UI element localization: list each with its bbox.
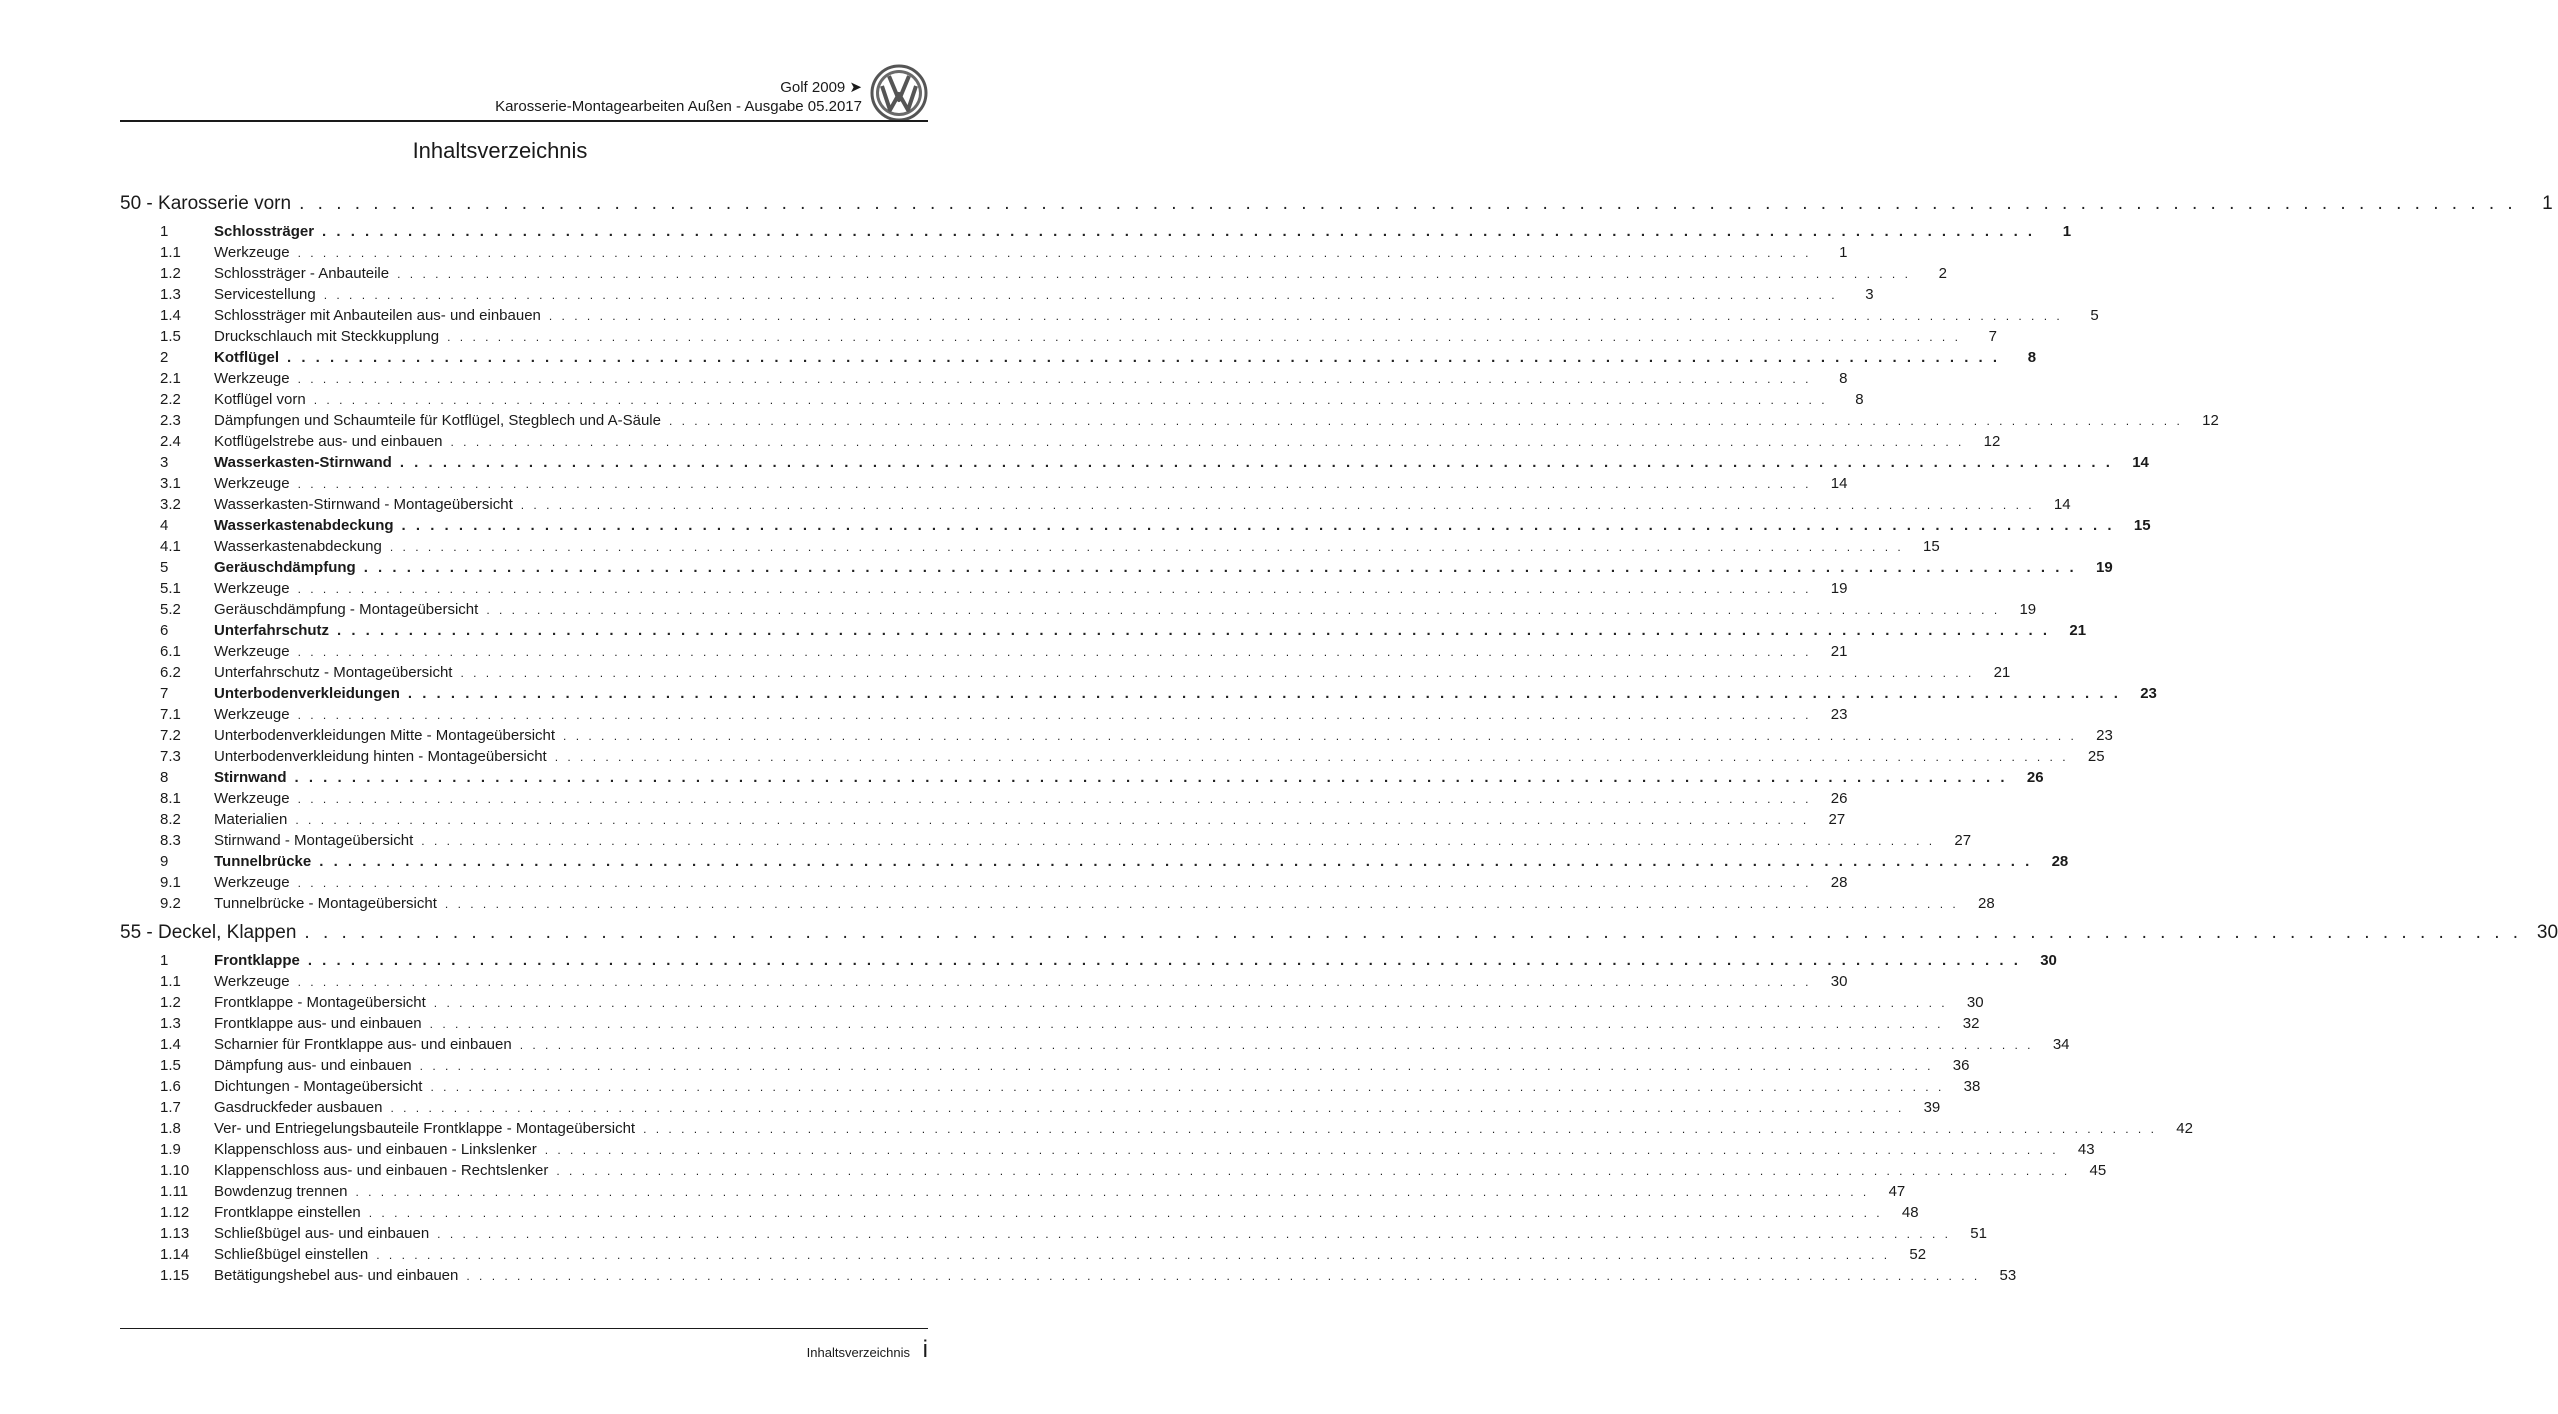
toc-entry-number: 1.1	[160, 244, 181, 261]
toc-entry-title[interactable]: Werkzeuge	[214, 643, 298, 660]
toc-chapter-row[interactable]	[120, 922, 2558, 952]
page-title: Inhaltsverzeichnis	[412, 138, 588, 163]
toc-page-number: 28	[1830, 874, 1848, 891]
toc-entry-number: 4	[160, 517, 169, 534]
dot-leader: . . . . . . . . . . . . . . . . . . . . . . . . . . . . . . . . . . . . . . . . . . . . . . . . . . . . . . . . . . . . . . . . . . . . . . . . . . . . . . . . . . . . . . . . . . . . . . . . . . . . . . . . . . . . . . . . . . . . . . . .	[297, 477, 1812, 491]
dot-leader: . . . . . . . . . . . . . . . . . . . . . . . . . . . . . . . . . . . . . . . . . . . . . . . . . . . . . . . . . . . . . . . . . . . . . . . . . . . . . . . . . . . . . . . . . . . . . . . . . . . . . . . . . . . . . . . . . . . . . . . .	[554, 750, 2069, 764]
toc-sub-row[interactable]	[160, 664, 2011, 685]
toc-sub-row[interactable]	[160, 307, 2099, 328]
toc-entry-title[interactable]: Druckschlauch mit Steckkupplung	[214, 328, 447, 345]
toc-page-number: 25	[2087, 748, 2105, 765]
toc-page-number: 19	[2019, 601, 2037, 618]
toc-page-number: 32	[1962, 1015, 1980, 1032]
toc-entry-number: 1.5	[160, 328, 181, 345]
toc-entry-title[interactable]: Frontklappe - Montageübersicht	[214, 994, 434, 1011]
toc-sub-row[interactable]	[160, 1225, 1987, 1246]
toc-entry-title[interactable]: Servicestellung	[214, 286, 324, 303]
toc-entry-number: 1.4	[160, 1036, 181, 1053]
toc-entry-title[interactable]: Wasserkasten-Stirnwand	[214, 454, 400, 471]
toc-sub-row[interactable]	[160, 643, 1848, 664]
toc-entry-title[interactable]: 55 - Deckel, Klappen	[120, 922, 304, 944]
toc-entry-title[interactable]: Stirnwand - Montageübersicht	[214, 832, 421, 849]
toc-page-number: 43	[2077, 1141, 2095, 1158]
toc-entry-title[interactable]: Unterbodenverkleidungen	[214, 685, 408, 702]
toc-entry-title[interactable]: Frontklappe einstellen	[214, 1204, 369, 1221]
toc-entry-title[interactable]: Klappenschloss aus- und einbauen - Linkslenker	[214, 1141, 545, 1158]
toc-sub-row[interactable]	[160, 475, 1848, 496]
toc-entry-title[interactable]: Geräuschdämpfung	[214, 559, 364, 576]
toc-entry-title[interactable]: Kotflügel	[214, 349, 287, 366]
toc-entry-title[interactable]: Dichtungen - Montageübersicht	[214, 1078, 430, 1095]
toc-entry-number: 1.3	[160, 1015, 181, 1032]
dot-leader: . . . . . . . . . . . . . . . . . . . . . . . . . . . . . . . . . . . . . . . . . . . . . . . . . . . . . . . . . . . . . . . . . . . . . . . . . . . . . . . . . . . . . . . . . . . . . . . . . . . . . . . . . . . . . . . . . . . . . . . .	[548, 309, 2063, 323]
toc-entry-title[interactable]: Werkzeuge	[214, 370, 298, 387]
dot-leader: . . . . . . . . . . . . . . . . . . . . . . . . . . . . . . . . . . . . . . . . . . . . . . . . . . . . . . . . . . . . . . . . . . . . . . . . . . . . . . . . . . . . . . . . . . . . . . . . . . . . . . . . . . . . . . . . . . . . . . . .	[287, 349, 2001, 366]
dot-leader: . . . . . . . . . . . . . . . . . . . . . . . . . . . . . . . . . . . . . . . . . . . . . . . . . . . . . . . . . . . . . . . . . . . . . . . . . . . . . . . . . . . . . . . . . . . . . . . . . . . . . . . . . . . . . . . . . . . . . . . .	[297, 645, 1812, 659]
toc-sub-row[interactable]	[160, 832, 1972, 853]
dot-leader: . . . . . . . . . . . . . . . . . . . . . . . . . . . . . . . . . . . . . . . . . . . . . . . . . . . . . . . . . . . . . . . . . . . . . . . . . . . . . . . . . . . . . . . . . . . . . . . . . . . . . . . . . . . . . . . . . . . . . . . .	[520, 498, 2035, 512]
toc-sub-row[interactable]	[160, 895, 1995, 916]
toc-sub-row[interactable]	[160, 601, 2037, 622]
toc-sub-row[interactable]	[160, 811, 1846, 832]
toc-sub-row[interactable]	[160, 1246, 1927, 1267]
toc-section-row[interactable]	[160, 517, 2151, 538]
toc-sub-row[interactable]	[160, 391, 1864, 412]
dot-leader: . . . . . . . . . . . . . . . . . . . . . . . . . . . . . . . . . . . . . . . . . . . . . . . . . . . . . . . . . . . . . . . . . . . . . . . . . . . . . . . . . . . . . . . . . . . . . . . . . . . . . . . . . . . . . . . . . . . . . . . .	[668, 414, 2183, 428]
toc-section-row[interactable]	[160, 952, 2057, 973]
toc-page-number: 21	[2069, 622, 2087, 639]
toc-entry-title[interactable]: Wasserkastenabdeckung	[214, 517, 402, 534]
toc-entry-title[interactable]: 50 - Karosserie vorn	[120, 193, 299, 215]
toc-entry-title[interactable]: Schlossträger	[214, 223, 322, 240]
toc-page-number: 1	[2542, 193, 2553, 214]
toc-entry-title[interactable]: Klappenschloss aus- und einbauen - Rechtslenker	[214, 1162, 556, 1179]
dot-leader: . . . . . . . . . . . . . . . . . . . . . . . . . . . . . . . . . . . . . . . . . . . . . . . . . . . . . . . . . . . . . . . . . . . . . . . . . . . . . . . . . . . . . . . . . . . . . . . . . . . . . . . . . . . . . . . . . . . . . . . .	[401, 517, 2115, 534]
toc-entry-title[interactable]: Wasserkasten-Stirnwand - Montageübersicht	[214, 496, 521, 513]
header-rule	[120, 120, 928, 122]
toc-page-number: 30	[1966, 994, 1984, 1011]
toc-page-number: 8	[1855, 391, 1864, 408]
toc-sub-row[interactable]	[160, 286, 1874, 307]
toc-sub-row[interactable]	[160, 1015, 1980, 1036]
toc-entry-title[interactable]: Tunnelbrücke - Montageübersicht	[214, 895, 445, 912]
toc-sub-row[interactable]	[160, 433, 2001, 454]
dot-leader: . . . . . . . . . . . . . . . . . . . . . . . . . . . . . . . . . . . . . . . . . . . . . . . . . . . . . . . . . . . . . . . . . . . . . . . . . . . . . . . . . . . . . . . . . . . . . . . . . . . . . . . . . . . . . . . . . . . . . . . .	[419, 1059, 1934, 1073]
toc-entry-title[interactable]: Ver- und Entriegelungsbauteile Frontklappe - Montageübersicht	[214, 1120, 643, 1137]
toc-sub-row[interactable]	[160, 496, 2071, 517]
dot-leader: . . . . . . . . . . . . . . . . . . . . . . . . . . . . . . . . . . . . . . . . . . . . . . . . . . . . . . . . . . . . . . . . . . . . . . . . . . . . . . . . . . . . . . . . . . . . . . . . . . . . . . . . . . . . . . . . . . . . . . . .	[294, 769, 2008, 786]
toc-entry-title[interactable]: Materialien	[214, 811, 295, 828]
toc-entry-number: 9.1	[160, 874, 181, 891]
footer-label: Inhaltsverzeichnis	[806, 1345, 910, 1360]
dot-leader: . . . . . . . . . . . . . . . . . . . . . . . . . . . . . . . . . . . . . . . . . . . . . . . . . . . . . . . . . . . . . . . . . . . . . . . . . . . . . . . . . . . . . . . . . . . . . . . . . . . . . . . . . . . . . . . . . . . . . . . .	[429, 1017, 1944, 1031]
dot-leader: . . . . . . . . . . . . . . . . . . . . . . . . . . . . . . . . . . . . . . . . . . . . . . . . . . . . . . . . . . . . . . . . . . . . . . . . . . . . . . . . . . . . . . . . . . . . . . . . . . . . . . . . . . . . . . . . . . . . . . . .	[444, 897, 1959, 911]
toc-entry-number: 6.2	[160, 664, 181, 681]
toc-entry-number: 1.6	[160, 1078, 181, 1095]
toc-sub-row[interactable]	[160, 874, 1848, 895]
dot-leader: . . . . . . . . . . . . . . . . . . . . . . . . . . . . . . . . . . . . . . . . . . . . . . . . . . . . . . . . . . . . . . . . . . . . . . . . . . . . . . . . . . . . . . . . . . . . . . . . . . . . . . . . . . . . . . . . . . . . . . . .	[399, 454, 2113, 471]
dot-leader: . . . . . . . . . . . . . . . . . . . . . . . . . . . . . . . . . . . . . . . . . . . . . . . . . . . . . . . . . . . . . . . . . . . . . . . . . . . . . . . . . . . . . . . . . . . . . . . . . . . . . . . . . . . . . . . . . . . . . . . .	[466, 1269, 1981, 1283]
dot-leader: . . . . . . . . . . . . . . . . . . . . . . . . . . . . . . . . . . . . . . . . . . . . . . . . . . . . . . . . . . . . . . . . . . . . . . . . . . . . . . . . . . . . . . . . . . . . . . . . . . . . . . . . . . . . . . . . . . . . . . . .	[297, 975, 1812, 989]
toc-page-number: 30	[2536, 922, 2558, 943]
toc-page-number: 21	[1830, 643, 1848, 660]
toc-entry-number: 1.14	[160, 1246, 190, 1263]
toc-sub-row[interactable]	[160, 790, 1848, 811]
toc-page-number: 1	[2062, 223, 2072, 240]
dot-leader: . . . . . . . . . . . . . . . . . . . . . . . . . . . . . . . . . . . . . . . . . . . . . . . . . . . . . . . . . . . . . . . . . . . . . . . . . . . . . . . . . . . . . . . . . . . . . . . . . . . . . . . . . . . . . . . . . . . . . . . .	[450, 435, 1965, 449]
toc-entry-number: 2.2	[160, 391, 181, 408]
toc-entry-number: 5.1	[160, 580, 181, 597]
toc-page-number: 23	[2140, 685, 2157, 702]
toc-entry-title[interactable]: Werkzeuge	[214, 973, 298, 990]
toc-chapter-row[interactable]	[120, 193, 2553, 223]
header-text	[495, 78, 862, 116]
toc-section-row[interactable]	[160, 223, 2072, 244]
toc-entry-number: 3.2	[160, 496, 181, 513]
toc-entry-number: 1	[160, 223, 169, 240]
dot-leader: . . . . . . . . . . . . . . . . . . . . . . . . . . . . . . . . . . . . . . . . . . . . . . . . . . . . . . . . . . . . . . . . . . . . . . . . . . . . . . . . . . . . . . . . . . . . . . . . . . . . . . . . . . . . . . . . . . . . . . . .	[355, 1185, 1870, 1199]
toc-page-number: 34	[2052, 1036, 2070, 1053]
toc-entry-title[interactable]: Schließbügel einstellen	[214, 1246, 376, 1263]
dot-leader: . . . . . . . . . . . . . . . . . . . . . . . . . . . . . . . . . . . . . . . . . . . . . . . . . . . . . . . . . . . . . . . . . . . . . . . . . . . . . . . . . . . . . . . . . . . . . . . . . . . . . . . . . . . . . . . . . . . . . . . .	[322, 223, 2036, 240]
table-of-contents	[120, 193, 2558, 1288]
dot-leader: . . . . . . . . . . . . . . . . . . . . . . . . . . . . . . . . . . . . . . . . . . . . . . . . . . . . . . . . . . . . . . . . . . . . . . . . . . . . . . . . . . . . . . . . . . . . . . . . . . . . . . . . . . . . . . . . . . . . . . . .	[297, 246, 1812, 260]
toc-sub-row[interactable]	[160, 1120, 2193, 1141]
toc-page-number: 8	[2027, 349, 2037, 366]
toc-page-number: 51	[1970, 1225, 1987, 1242]
vw-logo	[870, 64, 928, 122]
toc-entry-title[interactable]: Gasdruckfeder ausbauen	[214, 1099, 390, 1116]
toc-page-number: 19	[1830, 580, 1848, 597]
toc-entry-title[interactable]: Unterfahrschutz - Montageübersicht	[214, 664, 460, 681]
dot-leader: . . . . . . . . . . . . . . . . . . . . . . . . . . . . . . . . . . . . . . . . . . . . . . . . . . . . . . . . . . . . . . . . . . . . . . . . . . . . . . . . . . . . . . . . . . . . . . . . . . . . . . . . . . . . . . . . . . . . . . . .	[304, 922, 2523, 943]
dot-leader: . . . . . . . . . . . . . . . . . . . . . . . . . . . . . . . . . . . . . . . . . . . . . . . . . . . . . . . . . . . . . . . . . . . . . . . . . . . . . . . . . . . . . . . . . . . . . . . . . . . . . . . . . . . . . . . . . . . . . . . .	[421, 834, 1936, 848]
toc-page-number: 14	[2132, 454, 2149, 471]
toc-page-number: 48	[1901, 1204, 1919, 1221]
toc-entry-number: 1.7	[160, 1099, 181, 1116]
toc-entry-number: 6	[160, 622, 169, 639]
dot-leader: . . . . . . . . . . . . . . . . . . . . . . . . . . . . . . . . . . . . . . . . . . . . . . . . . . . . . . . . . . . . . . . . . . . . . . . . . . . . . . . . . . . . . . . . . . . . . . . . . . . . . . . . . . . . . . . . . . . . . . . .	[313, 393, 1828, 407]
dot-leader: . . . . . . . . . . . . . . . . . . . . . . . . . . . . . . . . . . . . . . . . . . . . . . . . . . . . . . . . . . . . . . . . . . . . . . . . . . . . . . . . . . . . . . . . . . . . . . . . . . . . . . . . . . . . . . . . . . . . . . . .	[363, 559, 2077, 576]
toc-sub-row[interactable]	[160, 973, 1848, 994]
dot-leader: . . . . . . . . . . . . . . . . . . . . . . . . . . . . . . . . . . . . . . . . . . . . . . . . . . . . . . . . . . . . . . . . . . . . . . . . . . . . . . . . . . . . . . . . . . . . . . . . . . . . . . . . . . . . . . . . . . . . . . . .	[390, 1101, 1905, 1115]
toc-entry-number: 1.12	[160, 1204, 190, 1221]
toc-page-number: 39	[1923, 1099, 1941, 1116]
dot-leader: . . . . . . . . . . . . . . . . . . . . . . . . . . . . . . . . . . . . . . . . . . . . . . . . . . . . . . . . . . . . . . . . . . . . . . . . . . . . . . . . . . . . . . . . . . . . . . . . . . . . . . . . . . . . . . . . . . . . . . . .	[486, 603, 2001, 617]
toc-section-row[interactable]	[160, 559, 2113, 580]
toc-entry-number: 5	[160, 559, 169, 576]
toc-sub-row[interactable]	[160, 1141, 2095, 1162]
dot-leader: . . . . . . . . . . . . . . . . . . . . . . . . . . . . . . . . . . . . . . . . . . . . . . . . . . . . . . . . . . . . . . . . . . . . . . . . . . . . . . . . . . . . . . . . . . . . . . . . . . . . . . . . . . . . . . . . . . . . . . . .	[323, 288, 1838, 302]
toc-page-number: 52	[1909, 1246, 1927, 1263]
toc-page-number: 23	[1830, 706, 1848, 723]
toc-entry-number: 1.8	[160, 1120, 181, 1137]
toc-entry-number: 2.3	[160, 412, 181, 429]
footer-rule	[120, 1328, 928, 1329]
toc-sub-row[interactable]	[160, 580, 1848, 601]
toc-entry-title[interactable]: Unterfahrschutz	[214, 622, 337, 639]
dot-leader: . . . . . . . . . . . . . . . . . . . . . . . . . . . . . . . . . . . . . . . . . . . . . . . . . . . . . . . . . . . . . . . . . . . . . . . . . . . . . . . . . . . . . . . . . . . . . . . . . . . . . . . . . . . . . . . . . . . . . . . .	[297, 792, 1812, 806]
header-model: Golf 2009 ➤	[780, 79, 862, 96]
toc-sub-row[interactable]	[160, 706, 1848, 727]
toc-page-number: 42	[2176, 1120, 2193, 1137]
toc-entry-title[interactable]: Dämpfung aus- und einbauen	[214, 1057, 420, 1074]
dot-leader: . . . . . . . . . . . . . . . . . . . . . . . . . . . . . . . . . . . . . . . . . . . . . . . . . . . . . . . . . . . . . . . . . . . . . . . . . . . . . . . . . . . . . . . . . . . . . . . . . . . . . . . . . . . . . . . . . . . . . . . .	[563, 729, 2077, 743]
toc-entry-number: 7.3	[160, 748, 181, 765]
toc-section-row[interactable]	[160, 853, 2069, 874]
dot-leader: . . . . . . . . . . . . . . . . . . . . . . . . . . . . . . . . . . . . . . . . . . . . . . . . . . . . . . . . . . . . . . . . . . . . . . . . . . . . . . . . . . . . . . . . . . . . . . . . . . . . . . . . . . . . . . . . . . . . . . . .	[299, 193, 2517, 214]
toc-entry-title[interactable]: Werkzeuge	[214, 580, 298, 597]
dot-leader: . . . . . . . . . . . . . . . . . . . . . . . . . . . . . . . . . . . . . . . . . . . . . . . . . . . . . . . . . . . . . . . . . . . . . . . . . . . . . . . . . . . . . . . . . . . . . . . . . . . . . . . . . . . . . . . . . . . . . . . .	[307, 952, 2021, 969]
dot-leader: . . . . . . . . . . . . . . . . . . . . . . . . . . . . . . . . . . . . . . . . . . . . . . . . . . . . . . . . . . . . . . . . . . . . . . . . . . . . . . . . . . . . . . . . . . . . . . . . . . . . . . . . . . . . . . . . . . . . . . . .	[389, 540, 1904, 554]
dot-leader: . . . . . . . . . . . . . . . . . . . . . . . . . . . . . . . . . . . . . . . . . . . . . . . . . . . . . . . . . . . . . . . . . . . . . . . . . . . . . . . . . . . . . . . . . . . . . . . . . . . . . . . . . . . . . . . . . . . . . . . .	[460, 666, 1975, 680]
dot-leader: . . . . . . . . . . . . . . . . . . . . . . . . . . . . . . . . . . . . . . . . . . . . . . . . . . . . . . . . . . . . . . . . . . . . . . . . . . . . . . . . . . . . . . . . . . . . . . . . . . . . . . . . . . . . . . . . . . . . . . . .	[519, 1038, 2034, 1052]
toc-page-number: 12	[2202, 412, 2219, 429]
toc-entry-title[interactable]: Frontklappe aus- und einbauen	[214, 1015, 430, 1032]
toc-sub-row[interactable]	[160, 994, 1984, 1015]
toc-page-number: 19	[2096, 559, 2113, 576]
toc-page-number: 15	[1923, 538, 1940, 555]
toc-entry-number: 3.1	[160, 475, 181, 492]
dot-leader: . . . . . . . . . . . . . . . . . . . . . . . . . . . . . . . . . . . . . . . . . . . . . . . . . . . . . . . . . . . . . . . . . . . . . . . . . . . . . . . . . . . . . . . . . . . . . . . . . . . . . . . . . . . . . . . . . . . . . . . .	[319, 853, 2033, 870]
toc-entry-number: 3	[160, 454, 169, 471]
toc-entry-number: 1.13	[160, 1225, 190, 1242]
toc-sub-row[interactable]	[160, 1183, 1906, 1204]
toc-entry-title[interactable]: Bowdenzug trennen	[214, 1183, 355, 1200]
toc-entry-title[interactable]: Geräuschdämpfung - Montageübersicht	[214, 601, 486, 618]
toc-entry-number: 1.3	[160, 286, 181, 303]
toc-entry-number: 4.1	[160, 538, 181, 555]
toc-entry-title[interactable]: Kotflügel vorn	[214, 391, 314, 408]
toc-page-number: 28	[1978, 895, 1995, 912]
toc-page-number: 47	[1888, 1183, 1906, 1200]
toc-page-number: 28	[2051, 853, 2069, 870]
toc-entry-title[interactable]: Schlossträger mit Anbauteilen aus- und einbauen	[214, 307, 549, 324]
toc-entry-number: 6.1	[160, 643, 181, 660]
toc-entry-number: 5.2	[160, 601, 181, 618]
dot-leader: . . . . . . . . . . . . . . . . . . . . . . . . . . . . . . . . . . . . . . . . . . . . . . . . . . . . . . . . . . . . . . . . . . . . . . . . . . . . . . . . . . . . . . . . . . . . . . . . . . . . . . . . . . . . . . . . . . . . . . . .	[337, 622, 2051, 639]
page-header	[120, 76, 928, 122]
toc-page-number: 53	[1999, 1267, 2017, 1284]
toc-entry-number: 9.2	[160, 895, 181, 912]
toc-entry-title[interactable]: Werkzeuge	[214, 706, 298, 723]
toc-sub-row[interactable]	[160, 265, 1947, 286]
toc-page-number: 26	[1830, 790, 1848, 807]
dot-leader: . . . . . . . . . . . . . . . . . . . . . . . . . . . . . . . . . . . . . . . . . . . . . . . . . . . . . . . . . . . . . . . . . . . . . . . . . . . . . . . . . . . . . . . . . . . . . . . . . . . . . . . . . . . . . . . . . . . . . . . .	[297, 708, 1812, 722]
toc-entry-title[interactable]: Wasserkastenabdeckung	[214, 538, 390, 555]
toc-page-number: 36	[1952, 1057, 1970, 1074]
toc-entry-title[interactable]: Tunnelbrücke	[214, 853, 319, 870]
toc-sub-row[interactable]	[160, 1204, 1919, 1225]
toc-sub-row[interactable]	[160, 1078, 1981, 1099]
dot-leader: . . . . . . . . . . . . . . . . . . . . . . . . . . . . . . . . . . . . . . . . . . . . . . . . . . . . . . . . . . . . . . . . . . . . . . . . . . . . . . . . . . . . . . . . . . . . . . . . . . . . . . . . . . . . . . . . . . . . . . . .	[643, 1122, 2157, 1136]
toc-section-row[interactable]	[160, 349, 2037, 370]
toc-page-number: 14	[1830, 475, 1848, 492]
toc-entry-title[interactable]: Werkzeuge	[214, 475, 298, 492]
toc-sub-row[interactable]	[160, 1099, 1941, 1120]
footer-page-number: i	[922, 1336, 928, 1363]
toc-entry-title[interactable]: Betätigungshebel aus- und einbauen	[214, 1267, 466, 1284]
toc-sub-row[interactable]	[160, 1036, 2070, 1057]
toc-page-number: 14	[2053, 496, 2071, 513]
dot-leader: . . . . . . . . . . . . . . . . . . . . . . . . . . . . . . . . . . . . . . . . . . . . . . . . . . . . . . . . . . . . . . . . . . . . . . . . . . . . . . . . . . . . . . . . . . . . . . . . . . . . . . . . . . . . . . . . . . . . . . . .	[430, 1080, 1945, 1094]
dot-leader: . . . . . . . . . . . . . . . . . . . . . . . . . . . . . . . . . . . . . . . . . . . . . . . . . . . . . . . . . . . . . . . . . . . . . . . . . . . . . . . . . . . . . . . . . . . . . . . . . . . . . . . . . . . . . . . . . . . . . . . .	[433, 996, 1948, 1010]
dot-leader: . . . . . . . . . . . . . . . . . . . . . . . . . . . . . . . . . . . . . . . . . . . . . . . . . . . . . . . . . . . . . . . . . . . . . . . . . . . . . . . . . . . . . . . . . . . . . . . . . . . . . . . . . . . . . . . . . . . . . . . .	[376, 1248, 1891, 1262]
toc-entry-number: 2.4	[160, 433, 181, 450]
toc-entry-number: 1.11	[160, 1183, 189, 1200]
dot-leader: . . . . . . . . . . . . . . . . . . . . . . . . . . . . . . . . . . . . . . . . . . . . . . . . . . . . . . . . . . . . . . . . . . . . . . . . . . . . . . . . . . . . . . . . . . . . . . . . . . . . . . . . . . . . . . . . . . . . . . . .	[437, 1227, 1951, 1241]
toc-entry-number: 7.2	[160, 727, 181, 744]
toc-entry-number: 1.15	[160, 1267, 190, 1284]
toc-entry-title[interactable]: Schließbügel aus- und einbauen	[214, 1225, 437, 1242]
toc-entry-number: 8.2	[160, 811, 181, 828]
toc-entry-number: 1.2	[160, 265, 181, 282]
dot-leader: . . . . . . . . . . . . . . . . . . . . . . . . . . . . . . . . . . . . . . . . . . . . . . . . . . . . . . . . . . . . . . . . . . . . . . . . . . . . . . . . . . . . . . . . . . . . . . . . . . . . . . . . . . . . . . . . . . . . . . . .	[295, 813, 1810, 827]
toc-entry-title[interactable]: Kotflügelstrebe aus- und einbauen	[214, 433, 451, 450]
toc-page-number: 38	[1963, 1078, 1981, 1095]
toc-page-number: 15	[2133, 517, 2151, 534]
toc-entry-number: 8.3	[160, 832, 181, 849]
toc-entry-number: 1.5	[160, 1057, 181, 1074]
dot-leader: . . . . . . . . . . . . . . . . . . . . . . . . . . . . . . . . . . . . . . . . . . . . . . . . . . . . . . . . . . . . . . . . . . . . . . . . . . . . . . . . . . . . . . . . . . . . . . . . . . . . . . . . . . . . . . . . . . . . . . . .	[297, 582, 1812, 596]
toc-entry-title[interactable]: Werkzeuge	[214, 790, 298, 807]
toc-entry-title[interactable]: Unterbodenverkleidung hinten - Montageübersicht	[214, 748, 555, 765]
dot-leader: . . . . . . . . . . . . . . . . . . . . . . . . . . . . . . . . . . . . . . . . . . . . . . . . . . . . . . . . . . . . . . . . . . . . . . . . . . . . . . . . . . . . . . . . . . . . . . . . . . . . . . . . . . . . . . . . . . . . . . . .	[447, 330, 1961, 344]
toc-page-number: 8	[1839, 370, 1848, 387]
toc-page-number: 7	[1988, 328, 1997, 345]
toc-sub-row[interactable]	[160, 727, 2113, 748]
toc-entry-title[interactable]: Werkzeuge	[214, 874, 298, 891]
toc-sub-row[interactable]	[160, 1267, 2017, 1288]
toc-page-number: 2	[1938, 265, 1947, 282]
toc-page-number: 45	[2089, 1162, 2107, 1179]
toc-sub-row[interactable]	[160, 370, 1848, 391]
toc-section-row[interactable]	[160, 685, 2157, 706]
dot-leader: . . . . . . . . . . . . . . . . . . . . . . . . . . . . . . . . . . . . . . . . . . . . . . . . . . . . . . . . . . . . . . . . . . . . . . . . . . . . . . . . . . . . . . . . . . . . . . . . . . . . . . . . . . . . . . . . . . . . . . . .	[544, 1143, 2059, 1157]
toc-section-row[interactable]	[160, 622, 2087, 643]
toc-sub-row[interactable]	[160, 1057, 1970, 1078]
toc-entry-number: 8	[160, 769, 169, 786]
toc-page-number: 21	[1993, 664, 2011, 681]
toc-page-number: 23	[2096, 727, 2113, 744]
toc-entry-number: 1	[160, 952, 169, 969]
toc-entry-title[interactable]: Stirnwand	[214, 769, 295, 786]
toc-sub-row[interactable]	[160, 244, 1848, 265]
toc-entry-number: 1.4	[160, 307, 181, 324]
toc-page-number: 26	[2026, 769, 2044, 786]
toc-sub-row[interactable]	[160, 412, 2219, 433]
toc-page-number: 30	[2040, 952, 2057, 969]
toc-page-number: 30	[1830, 973, 1848, 990]
dot-leader: . . . . . . . . . . . . . . . . . . . . . . . . . . . . . . . . . . . . . . . . . . . . . . . . . . . . . . . . . . . . . . . . . . . . . . . . . . . . . . . . . . . . . . . . . . . . . . . . . . . . . . . . . . . . . . . . . . . . . . . .	[297, 876, 1812, 890]
toc-entry-number: 9	[160, 853, 169, 870]
toc-entry-title[interactable]: Schlossträger - Anbauteile	[214, 265, 397, 282]
toc-section-row[interactable]	[160, 769, 2044, 790]
toc-entry-number: 1.2	[160, 994, 181, 1011]
toc-page-number: 12	[1983, 433, 2001, 450]
toc-entry-title[interactable]: Dämpfungen und Schaumteile für Kotflügel, Stegblech und A-Säule	[214, 412, 669, 429]
toc-sub-row[interactable]	[160, 328, 1997, 349]
toc-page-number: 27	[1828, 811, 1846, 828]
header-subtitle: Karosserie-Montagearbeiten Außen - Ausgabe 05.2017	[495, 98, 862, 115]
dot-leader: . . . . . . . . . . . . . . . . . . . . . . . . . . . . . . . . . . . . . . . . . . . . . . . . . . . . . . . . . . . . . . . . . . . . . . . . . . . . . . . . . . . . . . . . . . . . . . . . . . . . . . . . . . . . . . . . . . . . . . . .	[556, 1164, 2071, 1178]
toc-entry-number: 2	[160, 349, 169, 366]
toc-entry-number: 7.1	[160, 706, 181, 723]
toc-sub-row[interactable]	[160, 538, 1940, 559]
toc-page-number: 5	[2090, 307, 2099, 324]
toc-page-number: 3	[1865, 286, 1874, 303]
toc-page-number: 1	[1839, 244, 1848, 261]
toc-entry-number: 7	[160, 685, 169, 702]
toc-sub-row[interactable]	[160, 1162, 2107, 1183]
dot-leader: . . . . . . . . . . . . . . . . . . . . . . . . . . . . . . . . . . . . . . . . . . . . . . . . . . . . . . . . . . . . . . . . . . . . . . . . . . . . . . . . . . . . . . . . . . . . . . . . . . . . . . . . . . . . . . . . . . . . . . . .	[407, 685, 2121, 702]
dot-leader: . . . . . . . . . . . . . . . . . . . . . . . . . . . . . . . . . . . . . . . . . . . . . . . . . . . . . . . . . . . . . . . . . . . . . . . . . . . . . . . . . . . . . . . . . . . . . . . . . . . . . . . . . . . . . . . . . . . . . . . .	[368, 1206, 1883, 1220]
toc-entry-number: 1.9	[160, 1141, 181, 1158]
toc-entry-title[interactable]: Unterbodenverkleidungen Mitte - Montageübersicht	[214, 727, 563, 744]
toc-page-number: 27	[1954, 832, 1972, 849]
toc-entry-number: 8.1	[160, 790, 181, 807]
toc-entry-title[interactable]: Scharnier für Frontklappe aus- und einbauen	[214, 1036, 520, 1053]
toc-section-row[interactable]	[160, 454, 2149, 475]
toc-sub-row[interactable]	[160, 748, 2105, 769]
dot-leader: . . . . . . . . . . . . . . . . . . . . . . . . . . . . . . . . . . . . . . . . . . . . . . . . . . . . . . . . . . . . . . . . . . . . . . . . . . . . . . . . . . . . . . . . . . . . . . . . . . . . . . . . . . . . . . . . . . . . . . . .	[297, 372, 1812, 386]
toc-entry-number: 1.1	[160, 973, 181, 990]
dot-leader: . . . . . . . . . . . . . . . . . . . . . . . . . . . . . . . . . . . . . . . . . . . . . . . . . . . . . . . . . . . . . . . . . . . . . . . . . . . . . . . . . . . . . . . . . . . . . . . . . . . . . . . . . . . . . . . . . . . . . . . .	[397, 267, 1911, 281]
toc-entry-title[interactable]: Werkzeuge	[214, 244, 298, 261]
toc-entry-title[interactable]: Frontklappe	[214, 952, 308, 969]
toc-entry-number: 1.10	[160, 1162, 190, 1179]
toc-entry-number: 2.1	[160, 370, 181, 387]
